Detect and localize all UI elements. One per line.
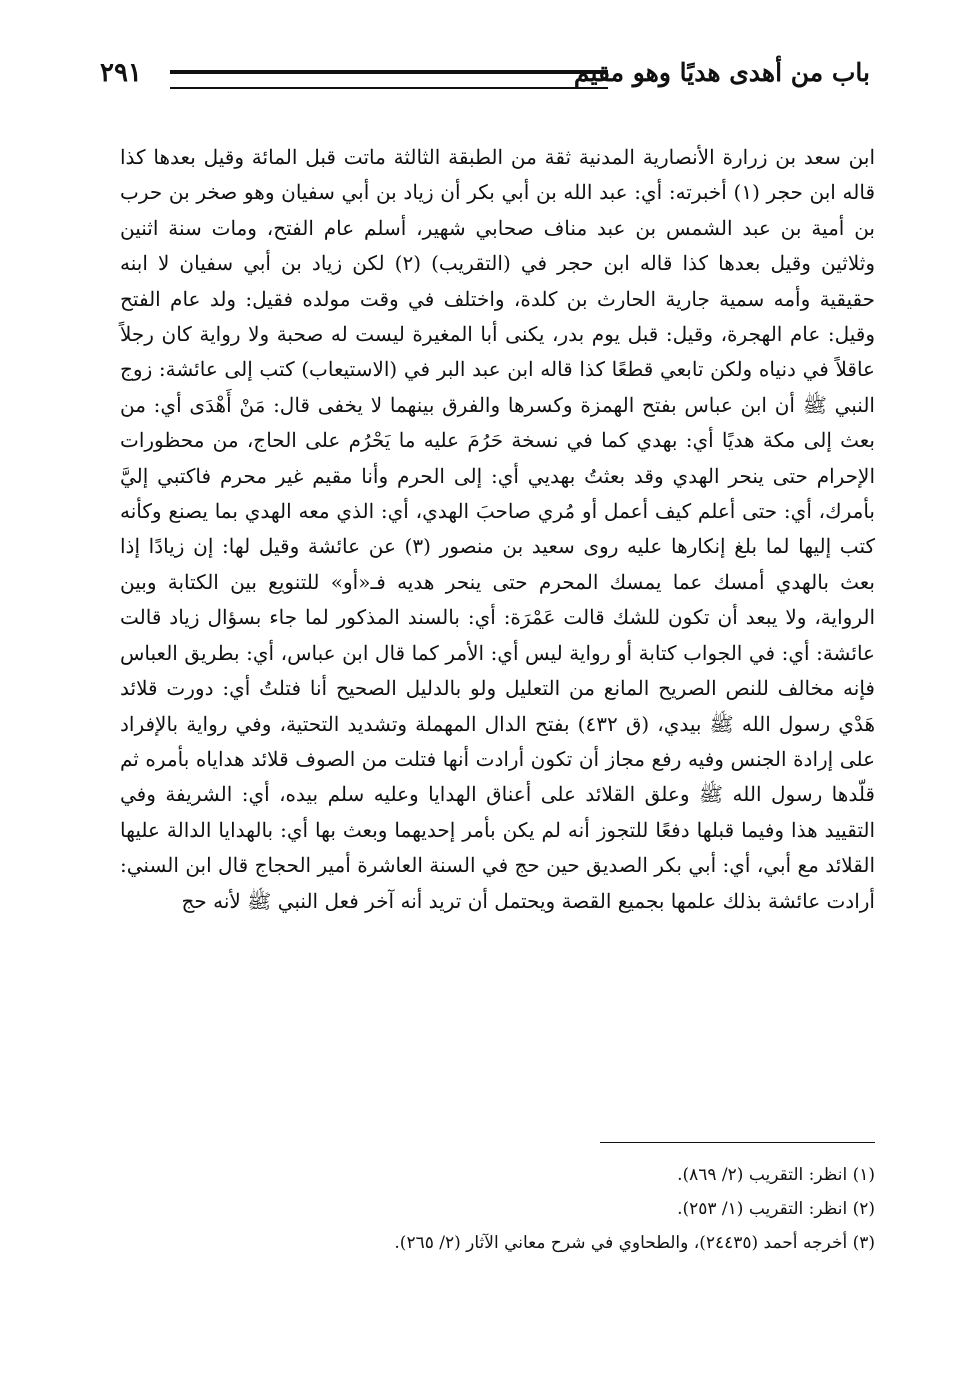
footnote-2: (٢) انظر: التقريب (١/ ٢٥٣). (677, 1199, 875, 1219)
page-number: ٢٩١ (100, 58, 142, 88)
main-paragraph: ابن سعد بن زرارة الأنصارية المدنية ثقة من الطبقة الثالثة ماتت قبل المائة وقيل بعدها كذا قاله ابن حجر (١) أخبرته: أي: عبد الله بن أبي بكر أن زياد بن أبي سفيان وهو صخر بن حرب بن أمية بن عبد الشمس بن عبد مناف صحابي شهير، أسلم عام الفتح، ومات سنة اثنين وثلاثين وقيل بعدها كذا قاله ابن حجر في (التقريب) (٢) لكن زياد بن أبي سفيان لا ابنه حقيقية وأمه سمية جارية الحارث بن كلدة، واختلف في وقت مولده فقيل: ولد عام الفتح وقيل: عام الهجرة، وقيل: قبل يوم بدر، يكنى أبا المغيرة ليست له صحبة ولا رواية كان رجلاً عاقلاً في دنياه ولكن تابعي قطعًا كذا قاله ابن عبد البر في (الاستيعاب) كتب إلى عائشة: زوج النبي ﷺ أن ابن عباس بفتح الهمزة وكسرها والفرق بينهما لا يخفى قال: مَنْ أَهْدَى أي: من بعث إلى مكة هديًا أي: بهدي كما في نسخة حَرُمَ عليه ما يَحْرُم على الحاج، من محظورات الإحرام حتى ينحر الهدي وقد بعثتُ بهديي أي: إلى الحرم وأنا مقيم غير محرم فاكتبي إليَّ بأمرك، أي: حتى أعلم كيف أعمل أو مُري صاحبَ الهدي، أي: الذي معه الهدي بما يصنع وكأنه كتب إليها لما بلغ إنكارها عليه روى سعيد بن منصور (٣) عن عائشة وقيل لها: إن زيادًا إذا بعث بالهدي أمسك عما يمسك المحرم حتى ينحر هديه فـ«أو» للتنويع بين الكتابة وبين الرواية، ولا يبعد أن تكون للشك قالت عَمْرَة: أي: بالسند المذكور لما جاء بسؤال زياد قالت عائشة: أي: في الجواب كتابة أو رواية ليس أي: الأمر كما قال ابن عباس، أي: بطريق العباس فإنه مخالف للنص الصريح المانع من التعليل ولو بالدليل الصحيح أنا فتلتُ أي: دورت قلائد هَدْي رسول الله ﷺ بيدي، (ق ٤٣٢) بفتح الدال المهملة وتشديد التحتية، وفي رواية بالإفراد على إرادة الجنس وفيه رفع مجاز أن تكون أرادت أنها فتلت من الصوف قلائد هداياه بأمره ثم قلّدها رسول الله ﷺ وعلق القلائد على أعناق الهدايا وعليه سلم بيده، أي: الشريفة وفي التقييد هذا وفيما قبلها دفعًا للتجوز أنه لم يكن بأمر إحديهما وبعث بها أي: بالهدايا الدالة عليها القلائد مع أبي، أي: أبي بكر الصديق حين حج في السنة العاشرة أمير الحجاج قال ابن السني: أرادت عائشة بذلك علمها بجميع القصة ويحتمل أن تريد أنه آخر فعل النبي ﷺ لأنه حج (120, 145, 876, 913)
running-header (100, 58, 870, 98)
header-double-rule (170, 70, 608, 89)
footnote-3: (٣) أخرجه أحمد (٢٤٤٣٥)، والطحاوي في شرح معاني الآثار (٢/ ٢٦٥). (394, 1233, 875, 1253)
main-text (120, 140, 875, 919)
footnotes (200, 1158, 875, 1260)
footnote-separator (600, 1142, 875, 1143)
chapter-title: باب من أهدى هديًا وهو مقيم (573, 58, 870, 87)
footnote-1: (١) انظر: التقريب (٢/ ٨٦٩). (677, 1165, 875, 1185)
